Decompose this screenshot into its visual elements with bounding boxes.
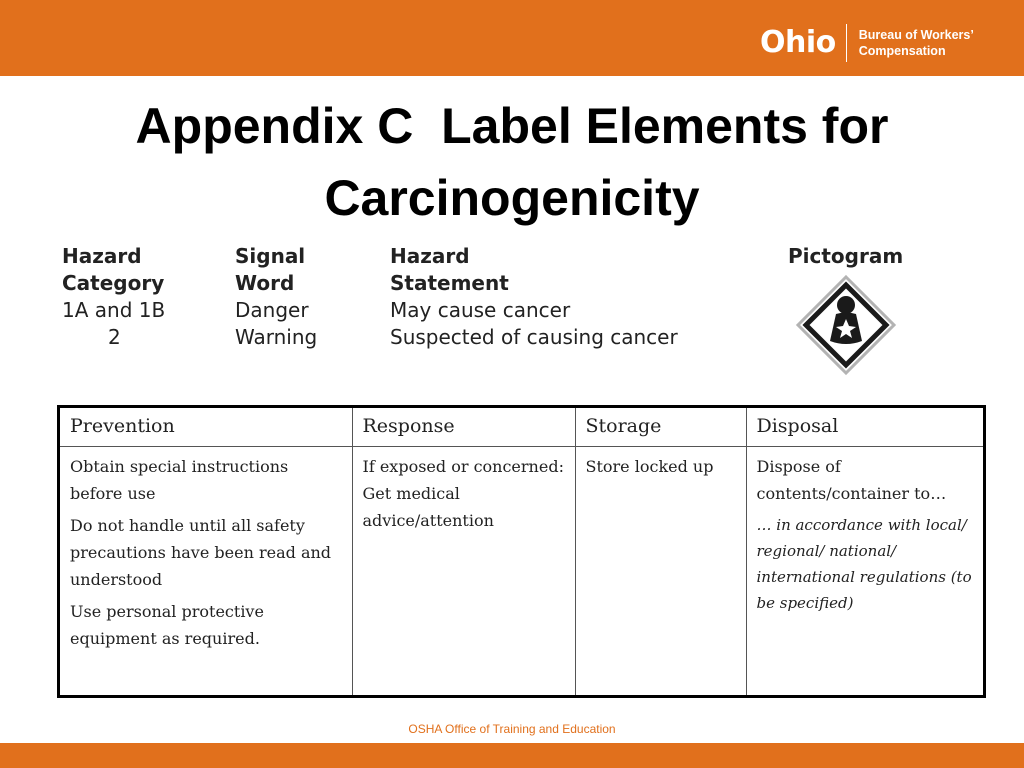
- hazard-category-column: [62, 243, 232, 351]
- title-line-1: Appendix C Label Elements for: [135, 98, 889, 154]
- storage-item: Store locked up: [585, 456, 714, 476]
- storage-cell: [575, 446, 746, 695]
- hazard-category-value: 2: [108, 325, 121, 349]
- header-divider: [42, 72, 966, 76]
- hazard-statement-value: Suspected of causing cancer: [390, 325, 678, 349]
- pictogram-header: Pictogram: [788, 244, 904, 268]
- table-row: [60, 446, 983, 695]
- title-line-2: Carcinogenicity: [324, 170, 700, 226]
- signal-word-value: Danger: [235, 298, 309, 322]
- hazard-statement-header-1: Hazard: [390, 244, 470, 268]
- prevention-item: Use personal protective equipment as required.: [70, 601, 264, 648]
- disposal-item: Dispose of contents/container to…: [756, 456, 947, 503]
- logo-separator: [846, 24, 847, 62]
- logo-ohio-wordmark: Ohio: [760, 25, 836, 60]
- hazard-category-value: 1A and 1B: [62, 298, 166, 322]
- response-cell: [352, 446, 575, 695]
- logo-line-2: Compensation: [858, 44, 946, 58]
- prevention-cell: [60, 446, 352, 695]
- signal-word-header-1: Signal: [235, 244, 306, 268]
- header-prevention: Prevention: [60, 408, 352, 446]
- ohio-bwc-logo: [760, 22, 974, 64]
- precautionary-statements-table: [57, 405, 986, 698]
- header-disposal: Disposal: [746, 408, 983, 446]
- logo-line-1: Bureau of Workers’: [858, 28, 974, 42]
- hazard-statement-value: May cause cancer: [390, 298, 571, 322]
- disposal-cell: [746, 446, 983, 695]
- prevention-item: Do not handle until all safety precautions have been read and understood: [70, 515, 332, 589]
- table-header-row: [60, 408, 983, 446]
- logo-agency-name: [859, 27, 974, 59]
- disposal-note: … in accordance with local/ regional/ national/ international regulations (to be specified): [756, 515, 972, 612]
- hazard-statement-header-2: Statement: [390, 271, 509, 295]
- hazard-statement-column: [390, 243, 770, 351]
- bottom-banner: [0, 743, 1024, 768]
- slide-title: [60, 90, 964, 234]
- pictogram-column: [788, 243, 948, 270]
- signal-word-value: Warning: [235, 325, 318, 349]
- hazard-category-header-1: Hazard: [62, 244, 142, 268]
- prevention-item: Obtain special instructions before use: [70, 456, 289, 503]
- health-hazard-icon: [792, 271, 900, 379]
- header-storage: Storage: [575, 408, 746, 446]
- response-item: If exposed or concerned: Get medical advice/attention: [362, 456, 564, 530]
- footer-text: OSHA Office of Training and Education: [408, 722, 616, 736]
- signal-word-header-2: Word: [235, 271, 295, 295]
- hazard-category-header-2: Category: [62, 271, 165, 295]
- signal-word-column: [235, 243, 385, 351]
- header-response: Response: [352, 408, 575, 446]
